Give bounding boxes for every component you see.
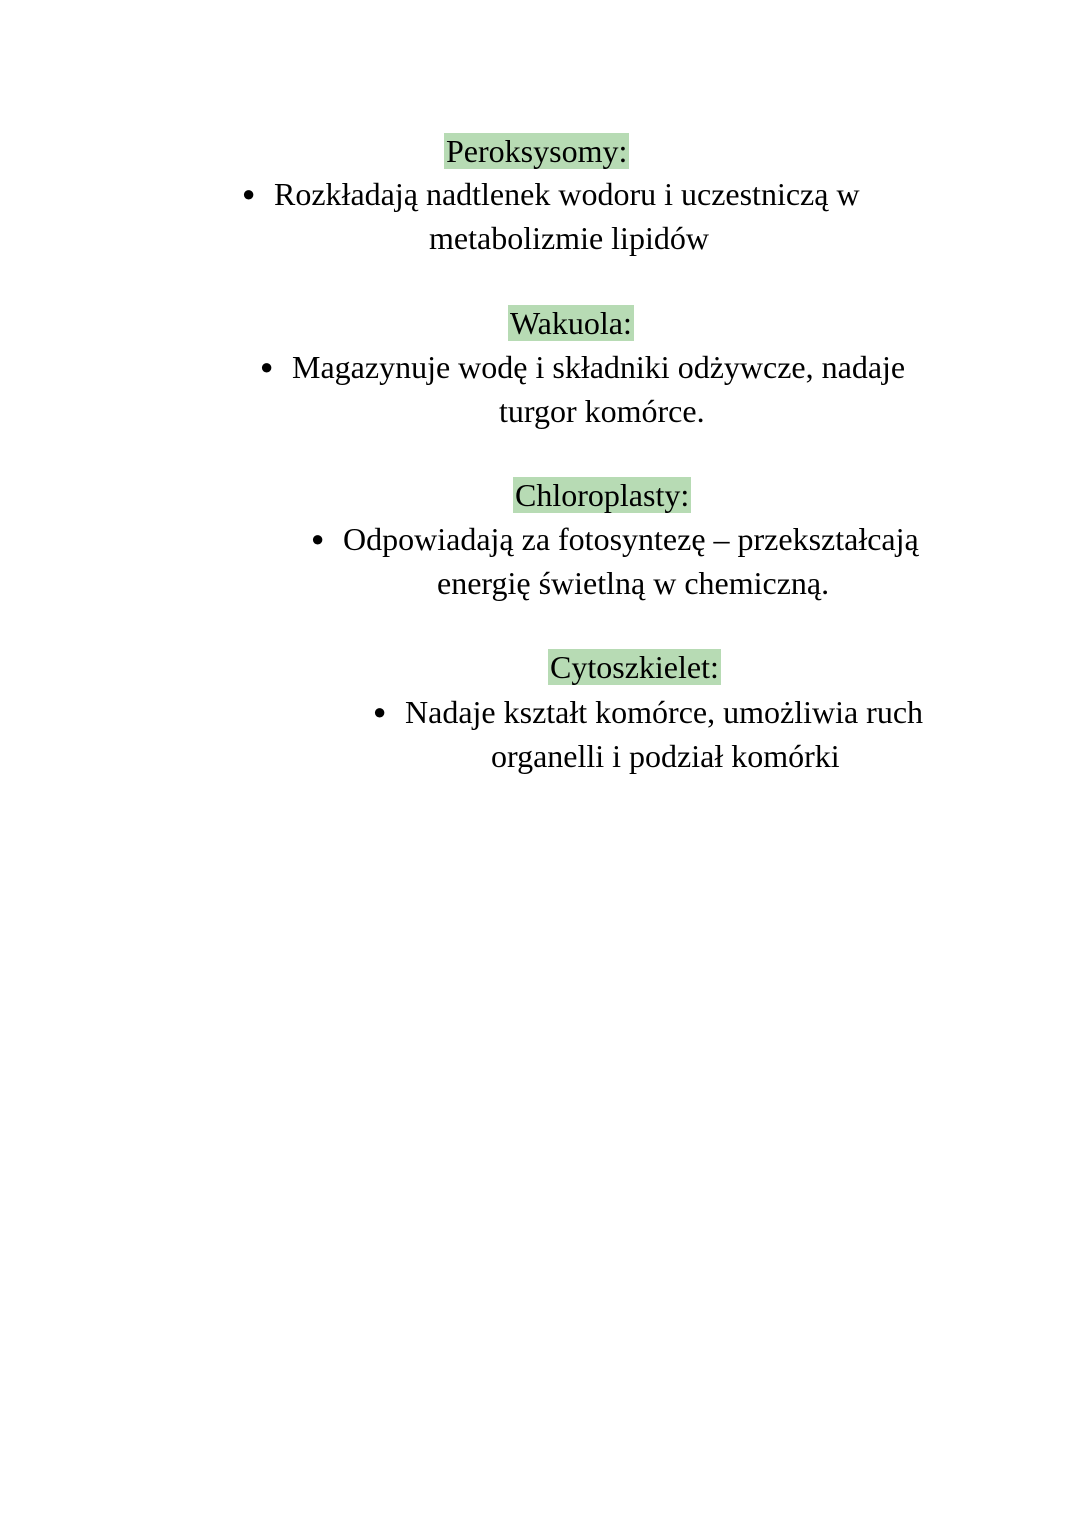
bullet-text-line-2: energię świetlną w chemiczną. [437,565,830,601]
section-heading: Peroksysomy: [446,133,628,169]
bullet-text-line-2: organelli i podział komórki [491,738,840,774]
bullet-text-line-2: metabolizmie lipidów [429,220,709,256]
bullet-icon: ● [242,181,256,206]
bullet-text-line-1: Nadaje kształt komórce, umożliwia ruch [405,694,924,730]
bullet-icon: ● [260,354,274,379]
bullet-text-line-1: Rozkładają nadtlenek wodoru i uczestniczą w [274,176,860,212]
section-heading: Chloroplasty: [515,477,690,513]
bullet-text-line-2: turgor komórce. [499,393,705,429]
section-heading: Wakuola: [510,305,632,341]
bullet-icon: ● [373,699,387,724]
bullet-text-line-1: Odpowiadają za fotosyntezę – przekształcają [343,521,919,557]
bullet-text-line-1: Magazynuje wodę i składniki odżywcze, nadaje [292,349,906,385]
bullet-icon: ● [311,526,325,551]
section-heading: Cytoszkielet: [550,649,719,685]
